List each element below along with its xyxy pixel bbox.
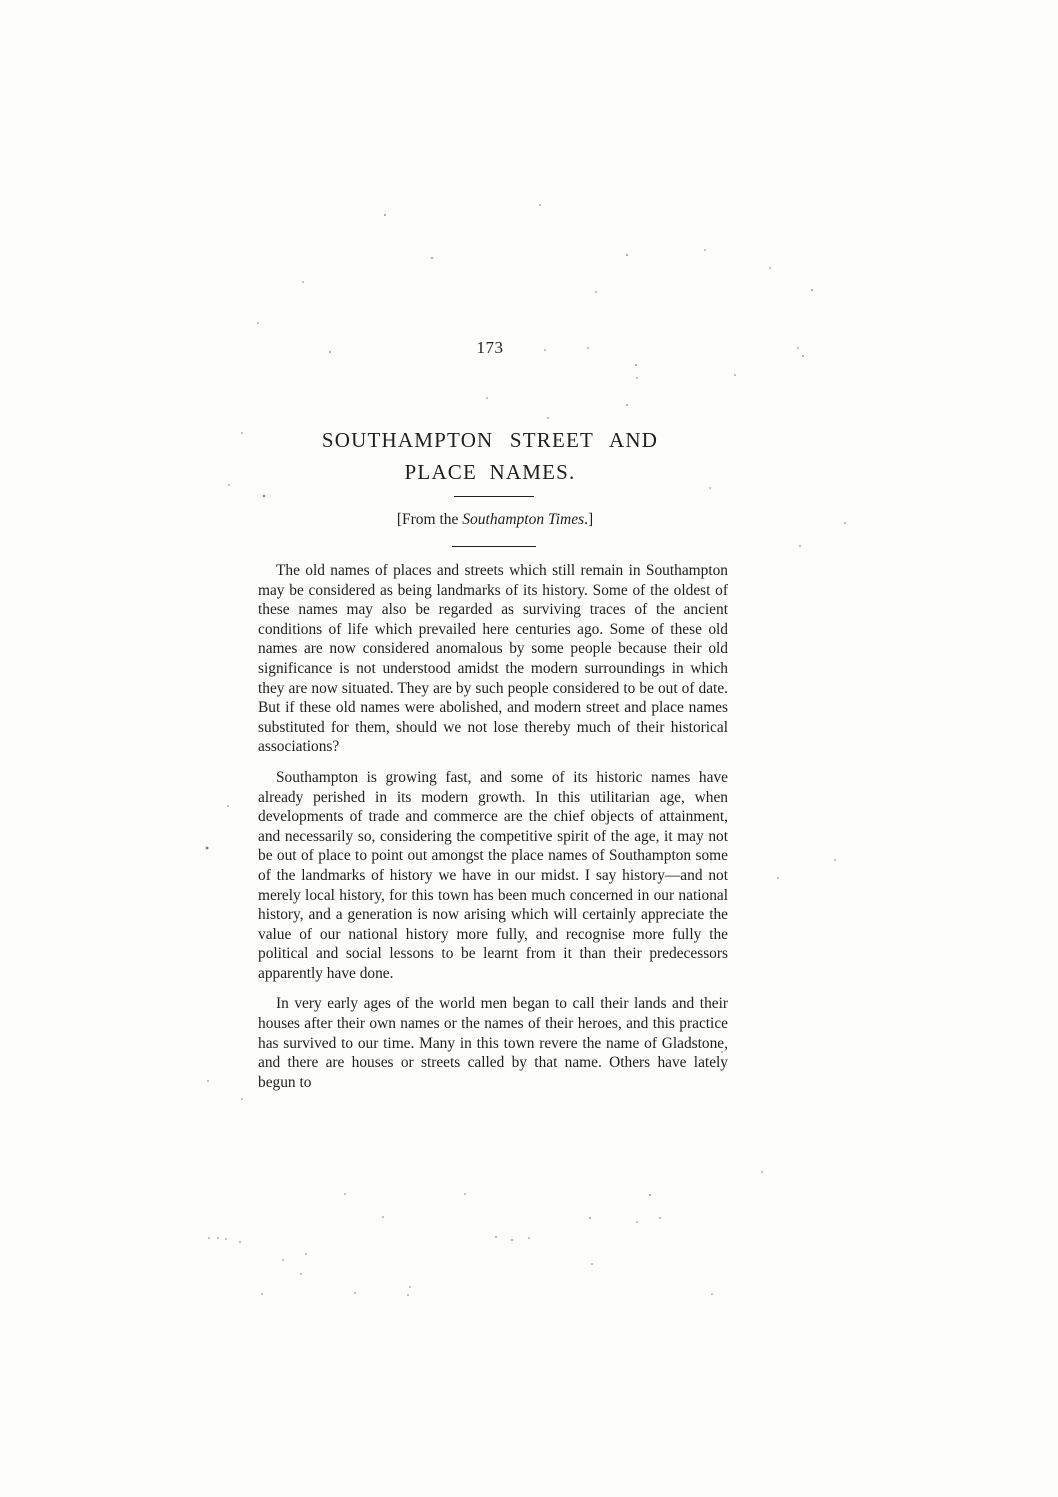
- article-body: [258, 561, 728, 1103]
- page-number: 173: [476, 338, 504, 357]
- source-prefix: [From the: [396, 511, 463, 528]
- article-title-line-1: SOUTHAMPTON STREET AND: [321, 428, 659, 452]
- article-title-line-2: PLACE NAMES.: [404, 460, 576, 484]
- title-divider-bottom: [452, 546, 536, 547]
- source-suffix: .]: [584, 511, 594, 528]
- paragraph-1: The old names of places and streets which still remain in Southampton may be considered as being landmarks of its history. Some of the oldest of these names may also be regarded as surviving traces of the ancient conditions of life which prevailed here centuries ago. Some of these old names are now considered anomalous by some people because their old significance is not understood amidst the modern surroundings in which they are now situated. They are by such people considered to be out of date. But if these old names were abolished, and modern street and place names substituted for them, should we not lose thereby much of their historical associations?: [258, 562, 728, 756]
- source-attribution: [250, 511, 740, 529]
- title-divider-top: [454, 496, 534, 497]
- source-title: Southampton Times: [462, 511, 585, 528]
- paragraph-3: In very early ages of the world men began to call their lands and their houses after their own names or the names of their heroes, and this practice has survived to our time. Many in this town revere the name of Gladstone, and there are houses or streets called by that name. Others have lately begun to: [258, 995, 728, 1091]
- paragraph-2: Southampton is growing fast, and some of its historic names have already perished in its modern growth. In this utilitarian age, when developments of trade and commerce are the chief objects of attainment, and necessarily so, considering the competitive spirit of the age, it may not be out of place to point out amongst the place names of Southampton some of the landmarks of history we have in our midst. I say history—and not merely local history, for this town has been much concerned in our national history, and a generation is now arising which will certainly appreciate the value of our national history more fully, and recognise more fully the political and social lessons to be learnt from it than their predecessors apparently have done.: [258, 768, 728, 982]
